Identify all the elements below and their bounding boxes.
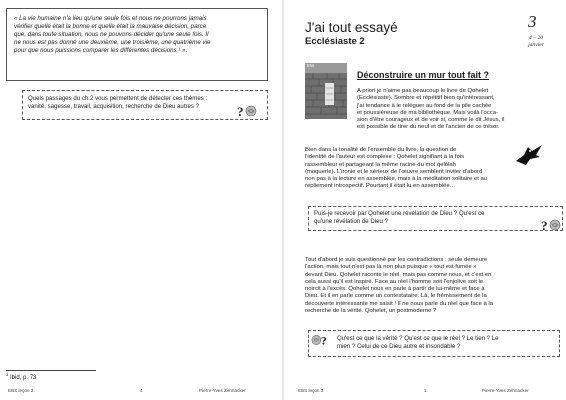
footnote-number: 1 — [6, 372, 9, 377]
svg-text:?: ? — [541, 218, 548, 233]
question-line: qu'une révélation de Dieu ? — [314, 218, 389, 225]
footer-page-number: 1 — [424, 388, 427, 393]
text-line: l'action, mais tout n'est pas là non plus puisque « tout est fumée » — [305, 264, 477, 271]
text-line: j'ai tendance à le reléguer au fond de la pile cachée — [357, 102, 492, 109]
date-range: 4 – 20 — [529, 35, 543, 41]
footnote — [6, 372, 36, 381]
text-line: A priori je n'aime pas beaucoup le livre de Qohelet — [357, 88, 489, 94]
section-title: Déconstruire un mur tout fait ? — [357, 70, 490, 80]
bird-icon — [514, 141, 544, 167]
question-mark-icon — [236, 103, 258, 119]
question-mark-icon — [310, 332, 330, 348]
footer-author: Pierre-Yves Zehnacker — [482, 388, 529, 393]
text-line: noircit à l'excès. Qohelet nous en parle à partir de lui-même et face à — [305, 286, 485, 293]
quote-box — [6, 8, 268, 81]
wall-photo — [305, 63, 347, 119]
quote-line: « La vie humaine n'a lieu qu'une seule fois et nous ne pourrons jamais — [14, 15, 207, 22]
svg-text:?: ? — [320, 333, 327, 348]
day-number: 3 — [528, 12, 537, 31]
text-line: Dieu. Et il en parle comme un contestataire. Là, le frémissement de la — [305, 293, 487, 300]
footnote-rule — [6, 370, 96, 371]
text-line: repliement introspectif. Pourtant il était lu en assemblée… — [305, 183, 456, 190]
left-page — [0, 0, 282, 400]
paragraph-intro — [357, 88, 561, 132]
question-line: vanité, sagesse, travail, acquisition, recherche de Dieu autres ? — [28, 103, 200, 110]
question-box-truth — [308, 330, 560, 357]
photo-label: EW — [307, 63, 315, 68]
footnote-text: Ibid, p. 73 — [10, 375, 37, 381]
text-line: l'identité de l'auteur est complexe : Qohelet signifiant à la fois — [305, 154, 465, 161]
question-line: Qu'est ce que la vérité ? Qu'est ce que le réel ? Le tien ? Le — [337, 335, 499, 342]
question-line: mien ? Celui de ce Dieu autre et insondable ? — [337, 343, 461, 350]
text-line: Bien dans la tonalité de l'ensemble du livre, la question de — [305, 147, 457, 153]
svg-text:?: ? — [237, 104, 244, 119]
question-mark-icon — [540, 217, 562, 233]
page-title: J'ai tout essayé — [305, 20, 398, 35]
text-line: devant Dieu. Qohelet raconte le réel, mais pas comme nous, et c'est en — [305, 271, 492, 278]
footer-course: EBS leçon 3 — [8, 388, 34, 393]
text-line: (Ecclésiaste). Sombre et répétitif bien qu'intéressant, — [357, 95, 495, 102]
paragraph-contradictions — [305, 257, 563, 315]
quote-line: pour que nous puissions comparer les différentes décisions ¹ ». — [14, 47, 188, 54]
text-line: sion d'être courageux et de voir si, comme le dit Jésus, il — [357, 117, 505, 124]
text-line: découverte intéressante me saisit ! Il ne nous parle du réel que face à la — [305, 300, 493, 307]
question-box-revelation — [308, 206, 563, 231]
text-line: Tout d'abord je suis questionné par les contradictions : seule demeure — [305, 257, 488, 263]
date-label — [520, 35, 552, 48]
footer-course: EBS leçon 3 — [298, 388, 324, 393]
question-box — [22, 90, 268, 120]
question-line: Puis-je recevoir par Qohelet une révélation de Dieu ? Qu'est ce — [314, 210, 485, 217]
text-line: est possible de tirer du neuf et de l'ancien de ce trésor. — [357, 124, 500, 131]
text-line: non pas à la lecture en assemblée, mais à la méditation solitaire et au — [305, 176, 488, 183]
text-line: rassembleur et partageant la même racine du mot qelolah — [305, 161, 456, 168]
footer-page-number: 4 — [140, 388, 143, 393]
quote-line: que, dans toute situation, nous ne pouvons décider qu'une seule fois. Il — [14, 31, 209, 38]
date-month: janvier — [528, 41, 544, 48]
question-line: Quels passages du ch.2 vous permettent de détecter ces thèmes : — [28, 95, 208, 102]
text-line: cela aussi qu'il est inspiré. Face au réel l'homme soit l'enjolive soit le — [305, 278, 484, 285]
text-line: recherche de la vérité. Qohelet, un postmoderne ? — [305, 308, 437, 315]
quote-line: vérifier quelle était la bonne et quelle était la mauvaise décision, parce — [14, 23, 207, 30]
paragraph-author — [305, 147, 513, 191]
text-line: (moquerie). L'ironie et le sérieux de l'œuvre semblent inviter d'abord — [305, 168, 483, 175]
footer-author: Pierre-Yves Zehnacker — [199, 388, 246, 393]
text-line: et poussiéreuse de ma bibliothèque. Mais voilà l'occa- — [357, 109, 498, 116]
quote-line: ne nous est pas donné une deuxième, une troisième, une quatrième vie — [14, 39, 211, 46]
page-subtitle: Ecclésiaste 2 — [305, 36, 365, 47]
